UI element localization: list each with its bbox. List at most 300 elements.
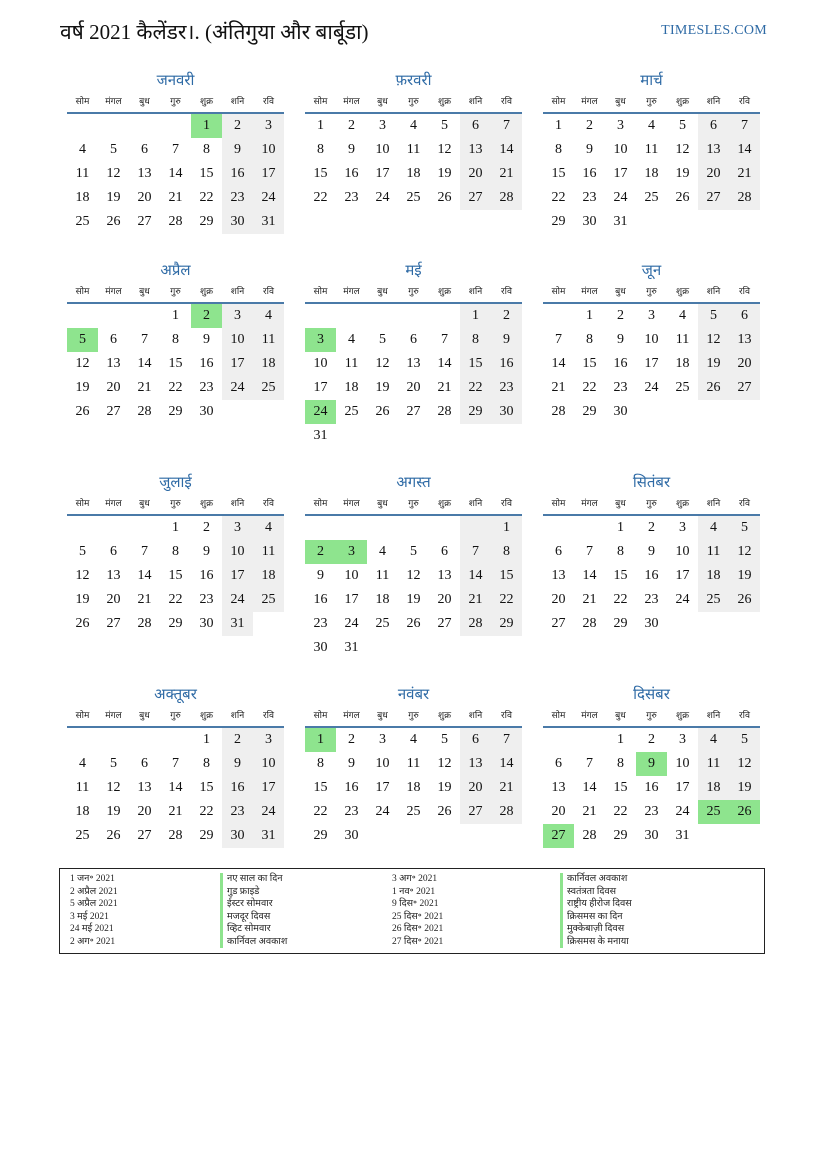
day-cell: 13 (106, 356, 121, 371)
day-cell: 16 (644, 568, 659, 583)
weekday-label: मंगल (581, 287, 598, 297)
day-cell: 6 (441, 544, 448, 559)
day-cell: 26 (375, 404, 390, 419)
weekday-header (543, 706, 760, 728)
weekday-label: शनि (706, 97, 721, 107)
day-cell: 5 (441, 118, 448, 133)
day-cell: 15 (613, 568, 628, 583)
day-cell: 20 (551, 804, 566, 819)
empty-day-cell (543, 304, 574, 328)
weekday-label: बुध (377, 287, 388, 297)
holiday-date: 9 दिस॰ 2021 (392, 899, 439, 909)
day-cell: 24 (675, 804, 690, 819)
day-cell: 5 (110, 142, 117, 157)
day-cell: 18 (75, 804, 90, 819)
day-cell: 29 (551, 214, 566, 229)
day-cell: 8 (617, 544, 624, 559)
day-cell: 9 (203, 332, 210, 347)
day-cell: 28 (582, 616, 597, 631)
weekday-label: सोम (75, 499, 90, 509)
day-cell: 29 (199, 214, 214, 229)
day-cell: 26 (75, 404, 90, 419)
holiday-date: 27 दिस॰ 2021 (392, 936, 444, 947)
day-cell: 25 (698, 588, 729, 612)
day-cell: 31 (222, 612, 253, 636)
month-calendar (67, 260, 284, 472)
day-grid (305, 516, 522, 660)
month-name: मई (405, 263, 422, 279)
day-cell: 16 (222, 162, 253, 186)
weekday-label: मंगल (105, 711, 122, 721)
day-cell: 25 (344, 404, 359, 419)
day-cell: 4 (348, 332, 355, 347)
day-cell: 4 (379, 544, 386, 559)
weekday-label: शुक्र (199, 499, 214, 509)
holiday-name: ईस्टर सोमवार (220, 898, 392, 911)
month-name: फ़रवरी (395, 73, 432, 89)
weekday-label: सोम (313, 711, 328, 721)
day-cell: 14 (437, 356, 452, 371)
day-cell: 7 (586, 544, 593, 559)
weekday-label: सोम (551, 711, 566, 721)
day-cell: 12 (106, 780, 121, 795)
weekday-label: शनि (230, 499, 245, 509)
day-cell: 10 (344, 568, 359, 583)
day-cell: 27 (551, 616, 566, 631)
day-cell: 29 (460, 400, 491, 424)
day-cell: 18 (698, 776, 729, 800)
day-cell: 6 (110, 544, 117, 559)
weekday-label: शनि (468, 97, 483, 107)
month-name: मार्च (640, 73, 663, 89)
day-cell: 14 (491, 138, 522, 162)
day-cell: 26 (698, 376, 729, 400)
day-cell: 17 (253, 776, 284, 800)
day-cell: 27 (137, 828, 152, 843)
day-cell: 23 (613, 380, 628, 395)
day-cell: 3 (617, 118, 624, 133)
day-cell: 3 (253, 114, 284, 138)
day-cell: 30 (222, 210, 253, 234)
weekday-label: शुक्र (437, 711, 452, 721)
weekday-label: मंगल (343, 97, 360, 107)
day-cell: 25 (406, 804, 421, 819)
day-cell: 15 (168, 356, 183, 371)
day-cell: 8 (203, 142, 210, 157)
day-cell: 24 (222, 376, 253, 400)
weekday-label: शनि (468, 287, 483, 297)
day-cell: 24 (375, 190, 390, 205)
weekday-label: शुक्र (199, 97, 214, 107)
day-cell: 1 (305, 728, 336, 752)
day-cell: 28 (137, 404, 152, 419)
day-cell: 5 (410, 544, 417, 559)
day-cell: 12 (729, 752, 760, 776)
day-cell: 18 (253, 352, 284, 376)
day-cell: 17 (375, 780, 390, 795)
day-cell: 13 (460, 752, 491, 776)
day-cell: 21 (168, 804, 183, 819)
month-name: नवंबर (397, 687, 430, 703)
weekday-label: सोम (75, 287, 90, 297)
day-grid (67, 516, 284, 636)
page-title: वर्ष 2021 कैलेंडर।. (अंतिगुया और बार्बूडा) (60, 20, 369, 44)
day-cell: 9 (348, 142, 355, 157)
weekday-label: गुरु (170, 711, 181, 721)
day-cell: 24 (344, 616, 359, 631)
day-cell: 13 (106, 568, 121, 583)
day-cell: 7 (172, 142, 179, 157)
day-cell: 11 (698, 752, 729, 776)
day-cell: 6 (698, 114, 729, 138)
day-cell: 11 (406, 142, 421, 157)
day-cell: 16 (613, 356, 628, 371)
day-grid (67, 304, 284, 424)
day-cell: 13 (729, 328, 760, 352)
day-cell: 10 (222, 328, 253, 352)
month-calendar (305, 472, 522, 684)
day-cell: 17 (644, 356, 659, 371)
day-cell: 4 (679, 308, 686, 323)
day-cell: 9 (317, 568, 324, 583)
month-name: दिसंबर (633, 687, 670, 703)
day-cell: 28 (437, 404, 452, 419)
day-cell: 6 (141, 142, 148, 157)
day-grid (305, 114, 522, 210)
weekday-label: गुरु (170, 287, 181, 297)
empty-day-cell (129, 516, 160, 540)
day-cell: 13 (698, 138, 729, 162)
day-cell: 17 (613, 166, 628, 181)
day-cell: 2 (305, 540, 336, 564)
day-cell: 19 (106, 190, 121, 205)
weekday-label: बुध (615, 287, 626, 297)
day-cell: 9 (617, 332, 624, 347)
day-cell: 26 (437, 804, 452, 819)
day-cell: 21 (582, 804, 597, 819)
day-cell: 1 (317, 118, 324, 133)
day-cell: 18 (375, 592, 390, 607)
day-cell: 8 (555, 142, 562, 157)
day-cell: 25 (253, 588, 284, 612)
empty-day-cell (429, 516, 460, 540)
day-cell: 2 (191, 304, 222, 328)
day-grid (543, 114, 760, 234)
day-cell: 9 (203, 544, 210, 559)
day-cell: 14 (729, 138, 760, 162)
weekday-label: सोम (551, 287, 566, 297)
day-cell: 15 (199, 166, 214, 181)
day-cell: 25 (406, 190, 421, 205)
day-cell: 25 (253, 376, 284, 400)
day-cell: 5 (729, 516, 760, 540)
day-cell: 12 (729, 540, 760, 564)
day-cell: 27 (729, 376, 760, 400)
day-cell: 2 (222, 728, 253, 752)
day-cell: 21 (729, 162, 760, 186)
weekday-label: शुक्र (199, 711, 214, 721)
weekday-label: रवि (262, 97, 275, 107)
day-cell: 18 (698, 564, 729, 588)
day-cell: 16 (199, 356, 214, 371)
month-name: जून (641, 263, 662, 279)
day-cell: 14 (137, 356, 152, 371)
day-cell: 30 (199, 616, 214, 631)
weekday-label: मंगल (105, 287, 122, 297)
day-cell: 11 (75, 166, 90, 181)
day-cell: 6 (110, 332, 117, 347)
day-cell: 8 (317, 756, 324, 771)
weekday-header (305, 92, 522, 114)
day-cell: 23 (199, 592, 214, 607)
day-cell: 22 (551, 190, 566, 205)
day-cell: 22 (199, 804, 214, 819)
day-cell: 7 (491, 114, 522, 138)
empty-day-cell (160, 728, 191, 752)
month-name: अगस्त (396, 475, 431, 491)
weekday-label: सोम (551, 97, 566, 107)
empty-day-cell (98, 114, 129, 138)
day-cell: 13 (406, 356, 421, 371)
holiday-date: 24 मई 2021 (70, 924, 114, 934)
day-cell: 5 (441, 732, 448, 747)
weekday-label: गुरु (408, 287, 419, 297)
day-cell: 1 (191, 114, 222, 138)
site-logo-text: TIMESLES.COM (661, 23, 767, 38)
day-cell: 3 (379, 732, 386, 747)
day-cell: 22 (313, 190, 328, 205)
day-cell: 10 (375, 142, 390, 157)
weekday-label: शनि (706, 499, 721, 509)
day-grid (543, 728, 760, 848)
day-cell: 11 (675, 332, 690, 347)
day-cell: 13 (551, 780, 566, 795)
day-cell: 22 (460, 376, 491, 400)
legend-dates-col-1 (70, 873, 220, 953)
day-cell: 4 (410, 118, 417, 133)
day-cell: 4 (79, 142, 86, 157)
day-cell: 2 (222, 114, 253, 138)
weekday-label: बुध (377, 499, 388, 509)
day-cell: 29 (313, 828, 328, 843)
day-cell: 23 (199, 380, 214, 395)
day-cell: 2 (617, 308, 624, 323)
day-cell: 25 (375, 616, 390, 631)
day-cell: 14 (582, 568, 597, 583)
day-cell: 19 (75, 592, 90, 607)
day-cell: 30 (222, 824, 253, 848)
weekday-label: सोम (75, 711, 90, 721)
day-cell: 22 (199, 190, 214, 205)
day-cell: 28 (168, 214, 183, 229)
day-cell: 8 (203, 756, 210, 771)
day-cell: 17 (253, 162, 284, 186)
day-cell: 15 (313, 166, 328, 181)
empty-day-cell (398, 516, 429, 540)
day-cell: 20 (698, 162, 729, 186)
day-cell: 8 (586, 332, 593, 347)
day-cell: 16 (582, 166, 597, 181)
day-cell: 11 (344, 356, 359, 371)
weekday-label: मंगल (581, 711, 598, 721)
day-cell: 28 (460, 612, 491, 636)
holiday-name: राष्ट्रीय हीरोज दिवस (560, 898, 770, 911)
day-cell: 3 (222, 516, 253, 540)
day-cell: 27 (698, 186, 729, 210)
day-cell: 20 (460, 776, 491, 800)
weekday-label: सोम (313, 499, 328, 509)
month-calendar (305, 684, 522, 894)
month-calendar (543, 684, 760, 894)
day-cell: 12 (675, 142, 690, 157)
day-cell: 4 (253, 304, 284, 328)
day-cell: 24 (305, 400, 336, 424)
day-cell: 11 (253, 540, 284, 564)
day-cell: 23 (644, 592, 659, 607)
day-cell: 30 (199, 404, 214, 419)
day-cell: 18 (75, 190, 90, 205)
day-cell: 1 (555, 118, 562, 133)
day-cell: 15 (168, 568, 183, 583)
day-cell: 18 (406, 780, 421, 795)
day-cell: 1 (460, 304, 491, 328)
day-cell: 24 (675, 592, 690, 607)
day-cell: 20 (437, 592, 452, 607)
weekday-label: सोम (75, 97, 90, 107)
month-calendar (543, 70, 760, 260)
month-calendar (543, 260, 760, 472)
day-cell: 13 (137, 780, 152, 795)
weekday-label: रवि (738, 97, 751, 107)
holiday-name: गुड फ्राइडे (220, 886, 392, 899)
day-cell: 25 (698, 800, 729, 824)
day-cell: 31 (344, 640, 359, 655)
weekday-label: गुरु (646, 287, 657, 297)
weekday-label: मंगल (343, 499, 360, 509)
day-cell: 27 (543, 824, 574, 848)
day-cell: 19 (406, 592, 421, 607)
day-cell: 7 (729, 114, 760, 138)
day-cell: 31 (253, 210, 284, 234)
day-cell: 15 (613, 780, 628, 795)
day-cell: 18 (675, 356, 690, 371)
empty-day-cell (336, 304, 367, 328)
weekday-header (67, 282, 284, 304)
day-cell: 14 (582, 780, 597, 795)
calendar-grid (67, 70, 760, 894)
day-cell: 10 (613, 142, 628, 157)
day-cell: 31 (313, 428, 328, 443)
day-cell: 14 (168, 166, 183, 181)
empty-day-cell (398, 304, 429, 328)
weekday-label: मंगल (105, 499, 122, 509)
empty-day-cell (67, 114, 98, 138)
day-cell: 6 (460, 114, 491, 138)
weekday-label: रवि (500, 97, 513, 107)
day-cell: 21 (168, 190, 183, 205)
month-name: जुलाई (159, 475, 192, 491)
day-cell: 29 (168, 616, 183, 631)
day-cell: 12 (106, 166, 121, 181)
day-cell: 23 (222, 186, 253, 210)
day-cell: 6 (460, 728, 491, 752)
day-cell: 14 (168, 780, 183, 795)
empty-day-cell (129, 304, 160, 328)
day-cell: 22 (313, 804, 328, 819)
day-cell: 1 (172, 520, 179, 535)
empty-day-cell (67, 304, 98, 328)
day-cell: 9 (636, 752, 667, 776)
day-cell: 20 (551, 592, 566, 607)
day-cell: 16 (222, 776, 253, 800)
day-cell: 5 (67, 328, 98, 352)
day-cell: 25 (644, 190, 659, 205)
month-name: जनवरी (156, 73, 195, 89)
day-cell: 7 (555, 332, 562, 347)
day-cell: 3 (679, 732, 686, 747)
day-cell: 22 (613, 592, 628, 607)
day-cell: 8 (172, 544, 179, 559)
day-cell: 20 (106, 592, 121, 607)
empty-day-cell (460, 516, 491, 540)
day-cell: 16 (199, 568, 214, 583)
day-cell: 23 (313, 616, 328, 631)
holiday-date: 5 अप्रैल 2021 (70, 899, 118, 909)
weekday-label: शुक्र (675, 97, 690, 107)
day-cell: 23 (644, 804, 659, 819)
day-cell: 26 (75, 616, 90, 631)
day-cell: 4 (648, 118, 655, 133)
weekday-label: बुध (377, 711, 388, 721)
weekday-label: बुध (139, 287, 150, 297)
day-cell: 26 (675, 190, 690, 205)
day-cell: 1 (617, 732, 624, 747)
day-cell: 19 (75, 380, 90, 395)
day-cell: 17 (675, 568, 690, 583)
day-cell: 27 (137, 214, 152, 229)
weekday-label: शुक्र (199, 287, 214, 297)
weekday-label: गुरु (408, 711, 419, 721)
day-cell: 16 (313, 592, 328, 607)
day-cell: 5 (679, 118, 686, 133)
day-cell: 22 (582, 380, 597, 395)
day-cell: 26 (106, 214, 121, 229)
day-cell: 22 (613, 804, 628, 819)
day-cell: 25 (75, 828, 90, 843)
day-cell: 7 (441, 332, 448, 347)
day-cell: 24 (375, 804, 390, 819)
legend-names-col-1 (220, 873, 392, 953)
day-cell: 29 (199, 828, 214, 843)
day-cell: 22 (491, 588, 522, 612)
day-cell: 21 (551, 380, 566, 395)
day-cell: 30 (582, 214, 597, 229)
day-cell: 2 (348, 118, 355, 133)
day-cell: 9 (348, 756, 355, 771)
weekday-label: शनि (230, 711, 245, 721)
day-cell: 17 (222, 352, 253, 376)
day-cell: 19 (675, 166, 690, 181)
day-cell: 8 (317, 142, 324, 157)
day-cell: 9 (648, 544, 655, 559)
weekday-label: मंगल (343, 287, 360, 297)
day-cell: 7 (141, 544, 148, 559)
day-cell: 12 (437, 142, 452, 157)
weekday-label: शुक्र (437, 97, 452, 107)
day-cell: 16 (491, 352, 522, 376)
day-cell: 3 (679, 520, 686, 535)
month-calendar (305, 70, 522, 260)
